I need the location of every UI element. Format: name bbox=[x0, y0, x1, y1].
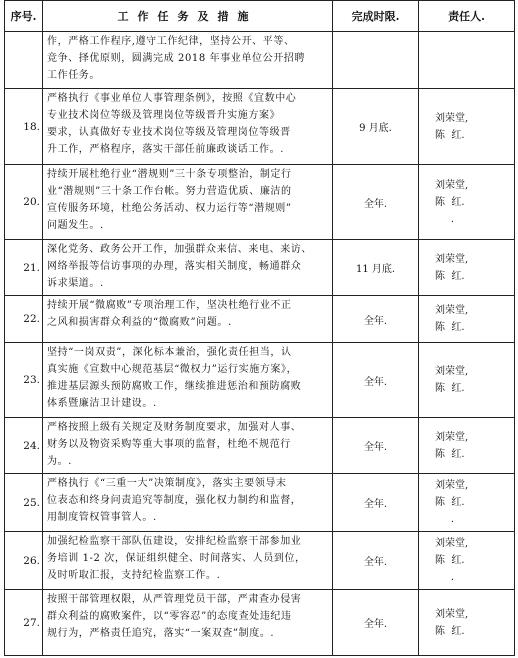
row-number: 25. bbox=[5, 474, 43, 532]
deadline: 11 月底. bbox=[333, 240, 419, 296]
task-description bbox=[43, 32, 333, 89]
task-line: 按照干部管理权限，从严管理党员干部，严肃查办侵害 bbox=[47, 594, 302, 605]
table-row bbox=[5, 418, 515, 474]
task-line: 务培训 1-2 次，保证组织健全、时间落实、人员到位， bbox=[47, 553, 306, 564]
table-row bbox=[5, 590, 515, 656]
task-description bbox=[43, 474, 333, 532]
row-number: 26. bbox=[5, 532, 43, 590]
task-description bbox=[43, 590, 333, 656]
task-line: 要求，认真做好专业技术岗位等级及管理岗位等级晋 bbox=[47, 127, 291, 138]
responsible-person: 刘荣堂, bbox=[435, 179, 469, 191]
table-row bbox=[5, 165, 515, 240]
deadline: 全年. bbox=[333, 532, 419, 590]
row-number: 18. bbox=[5, 89, 43, 165]
task-line: 加强纪检监察干部队伍建设，安排纪检监察干部参加业 bbox=[47, 536, 302, 547]
task-line: 财务以及物资采购等重大事项的监督，杜绝不规范行 bbox=[47, 439, 291, 450]
deadline: 全年. bbox=[333, 343, 419, 418]
responsible-persons bbox=[419, 165, 515, 240]
task-line: 深化党务、政务公开工作，加强群众来信、来电、来访、 bbox=[47, 244, 312, 255]
responsible-person: 刘荣堂, bbox=[435, 608, 469, 620]
table-row bbox=[5, 89, 515, 165]
responsible-person: 刘荣堂, bbox=[435, 538, 469, 549]
table-row bbox=[5, 474, 515, 532]
table-body bbox=[5, 32, 515, 656]
responsible-person: 刘荣堂, bbox=[435, 112, 469, 124]
responsible-person: 陈 红. bbox=[435, 196, 465, 208]
task-line: 位表态和终身问责追究等制度，强化权力制约和监督， bbox=[47, 495, 302, 506]
task-description bbox=[43, 343, 333, 418]
task-line: 诉求渠道。. bbox=[47, 278, 104, 289]
task-line: 坚持“一岗双责”，深化标本兼治，强化责任担当，认 bbox=[47, 347, 292, 358]
row-number: 21. bbox=[5, 240, 43, 296]
responsible-person: 刘荣堂, bbox=[435, 253, 469, 265]
responsible-person: 陈 红. bbox=[435, 625, 465, 637]
task-line: 业“潜规则”三十条工作台帐。努力营造优质、廉洁的 bbox=[47, 186, 292, 197]
task-line: 严格执行《事业单位人事管理条例》，按照《宜数中心 bbox=[47, 93, 297, 104]
header-deadline: 完成时限. bbox=[333, 1, 419, 32]
responsible-person: 陈 红. bbox=[435, 497, 465, 508]
responsible-person: 陈 红. bbox=[435, 322, 465, 333]
responsible-person: 陈 红. bbox=[435, 270, 465, 282]
responsible-person: 刘荣堂, bbox=[435, 480, 469, 491]
deadline: 9 月底. bbox=[333, 89, 419, 165]
task-line: 严格按照上级有关规定及财务制度要求，加强对人事、 bbox=[47, 422, 302, 433]
responsible-person: 陈 红. bbox=[435, 129, 465, 141]
header-task: 工作任务及措施 bbox=[43, 1, 333, 32]
task-line: 真实施《宣数中心规范基层“微权力”运行实施方案》， bbox=[47, 364, 298, 375]
responsible-persons bbox=[419, 418, 515, 474]
task-description bbox=[43, 165, 333, 240]
header-responsible: 责任人. bbox=[419, 1, 515, 32]
task-line: 竞争、择优原则，圆满完成 2018 年事业单位公开招聘 bbox=[47, 53, 306, 64]
table-header-row bbox=[5, 1, 515, 32]
responsible-person: . bbox=[435, 514, 455, 525]
responsible-person: 刘荣堂, bbox=[435, 366, 469, 377]
task-line: 持续开展“微腐败”专项治理工作，坚决杜绝行业不正 bbox=[47, 300, 292, 311]
row-number: 23. bbox=[5, 343, 43, 418]
responsible-persons bbox=[419, 240, 515, 296]
table-row bbox=[5, 532, 515, 590]
responsible-persons bbox=[419, 32, 515, 89]
task-description bbox=[43, 89, 333, 165]
task-line: 专业技术岗位等级及管理岗位等级晋升实施方案》 bbox=[47, 110, 281, 121]
table-row bbox=[5, 296, 515, 343]
task-description bbox=[43, 240, 333, 296]
task-line: 严格执行《“三重一大”决策制度》，落实主要领导末 bbox=[47, 478, 287, 489]
deadline: 全年. bbox=[333, 590, 419, 656]
task-line: 体系暨廉洁卫计建设。. bbox=[47, 398, 157, 409]
row-number: 20. bbox=[5, 165, 43, 240]
table-row bbox=[5, 240, 515, 296]
table-row bbox=[5, 343, 515, 418]
row-number bbox=[5, 32, 43, 89]
responsible-person: 陈 红. bbox=[435, 448, 465, 460]
task-description bbox=[43, 532, 333, 590]
row-number: 22. bbox=[5, 296, 43, 343]
responsible-person: . bbox=[435, 213, 455, 225]
task-description bbox=[43, 296, 333, 343]
task-line: 推进基层源头预防腐败工作，继续推进惩治和预防腐败 bbox=[47, 381, 302, 392]
responsible-person: . bbox=[435, 572, 455, 583]
task-line: 作，严格工作程序,遵守工作纪律，坚持公开、平等、 bbox=[47, 36, 295, 47]
task-line: 及时听取汇报，支持纪检监察工作。. bbox=[47, 570, 221, 581]
responsible-persons bbox=[419, 89, 515, 165]
header-no: 序号. bbox=[5, 1, 43, 32]
deadline: 全年. bbox=[333, 165, 419, 240]
responsible-persons bbox=[419, 590, 515, 656]
task-line: 升工作，严格程序，落实干部任前廉政谈话工作。. bbox=[47, 144, 284, 155]
row-number: 27. bbox=[5, 590, 43, 656]
task-line: 宣传服务环境，杜绝公务活动、权力运行等“潜规则” bbox=[47, 203, 292, 214]
responsible-persons bbox=[419, 296, 515, 343]
task-line: 群众利益的腐败案件，以“零容忍”的态度查处违纪违 bbox=[47, 611, 292, 622]
deadline: 全年. bbox=[333, 418, 419, 474]
deadline: 全年. bbox=[333, 474, 419, 532]
table-row bbox=[5, 32, 515, 89]
row-number: 24. bbox=[5, 418, 43, 474]
responsible-person: 陈 红. bbox=[435, 383, 465, 394]
task-line: 工作任务。 bbox=[47, 70, 100, 81]
task-line: 网络举报等信访事项的办理，落实相关制度，畅通群众 bbox=[47, 261, 302, 272]
responsible-person: 陈 红. bbox=[435, 555, 465, 566]
task-line: 为。. bbox=[47, 456, 72, 467]
responsible-person: 刘荣堂, bbox=[435, 431, 469, 443]
task-line: 问题发生。. bbox=[47, 220, 104, 231]
responsible-persons bbox=[419, 474, 515, 532]
work-plan-table bbox=[4, 0, 515, 656]
task-line: 持续开展杜绝行业“潜规则”三十条专项整治，制定行 bbox=[47, 169, 292, 180]
task-line: 用制度管权管事管人。. bbox=[47, 512, 157, 523]
deadline: 全年. bbox=[333, 296, 419, 343]
responsible-persons bbox=[419, 343, 515, 418]
deadline bbox=[333, 32, 419, 89]
task-line: 规行为，严格责任追究，落实“一案双查”制度。. bbox=[47, 628, 275, 639]
task-line: 之风和损害群众利益的“微腐败”问题。. bbox=[47, 317, 232, 328]
responsible-person: 刘荣堂, bbox=[435, 305, 469, 316]
responsible-persons bbox=[419, 532, 515, 590]
task-description bbox=[43, 418, 333, 474]
